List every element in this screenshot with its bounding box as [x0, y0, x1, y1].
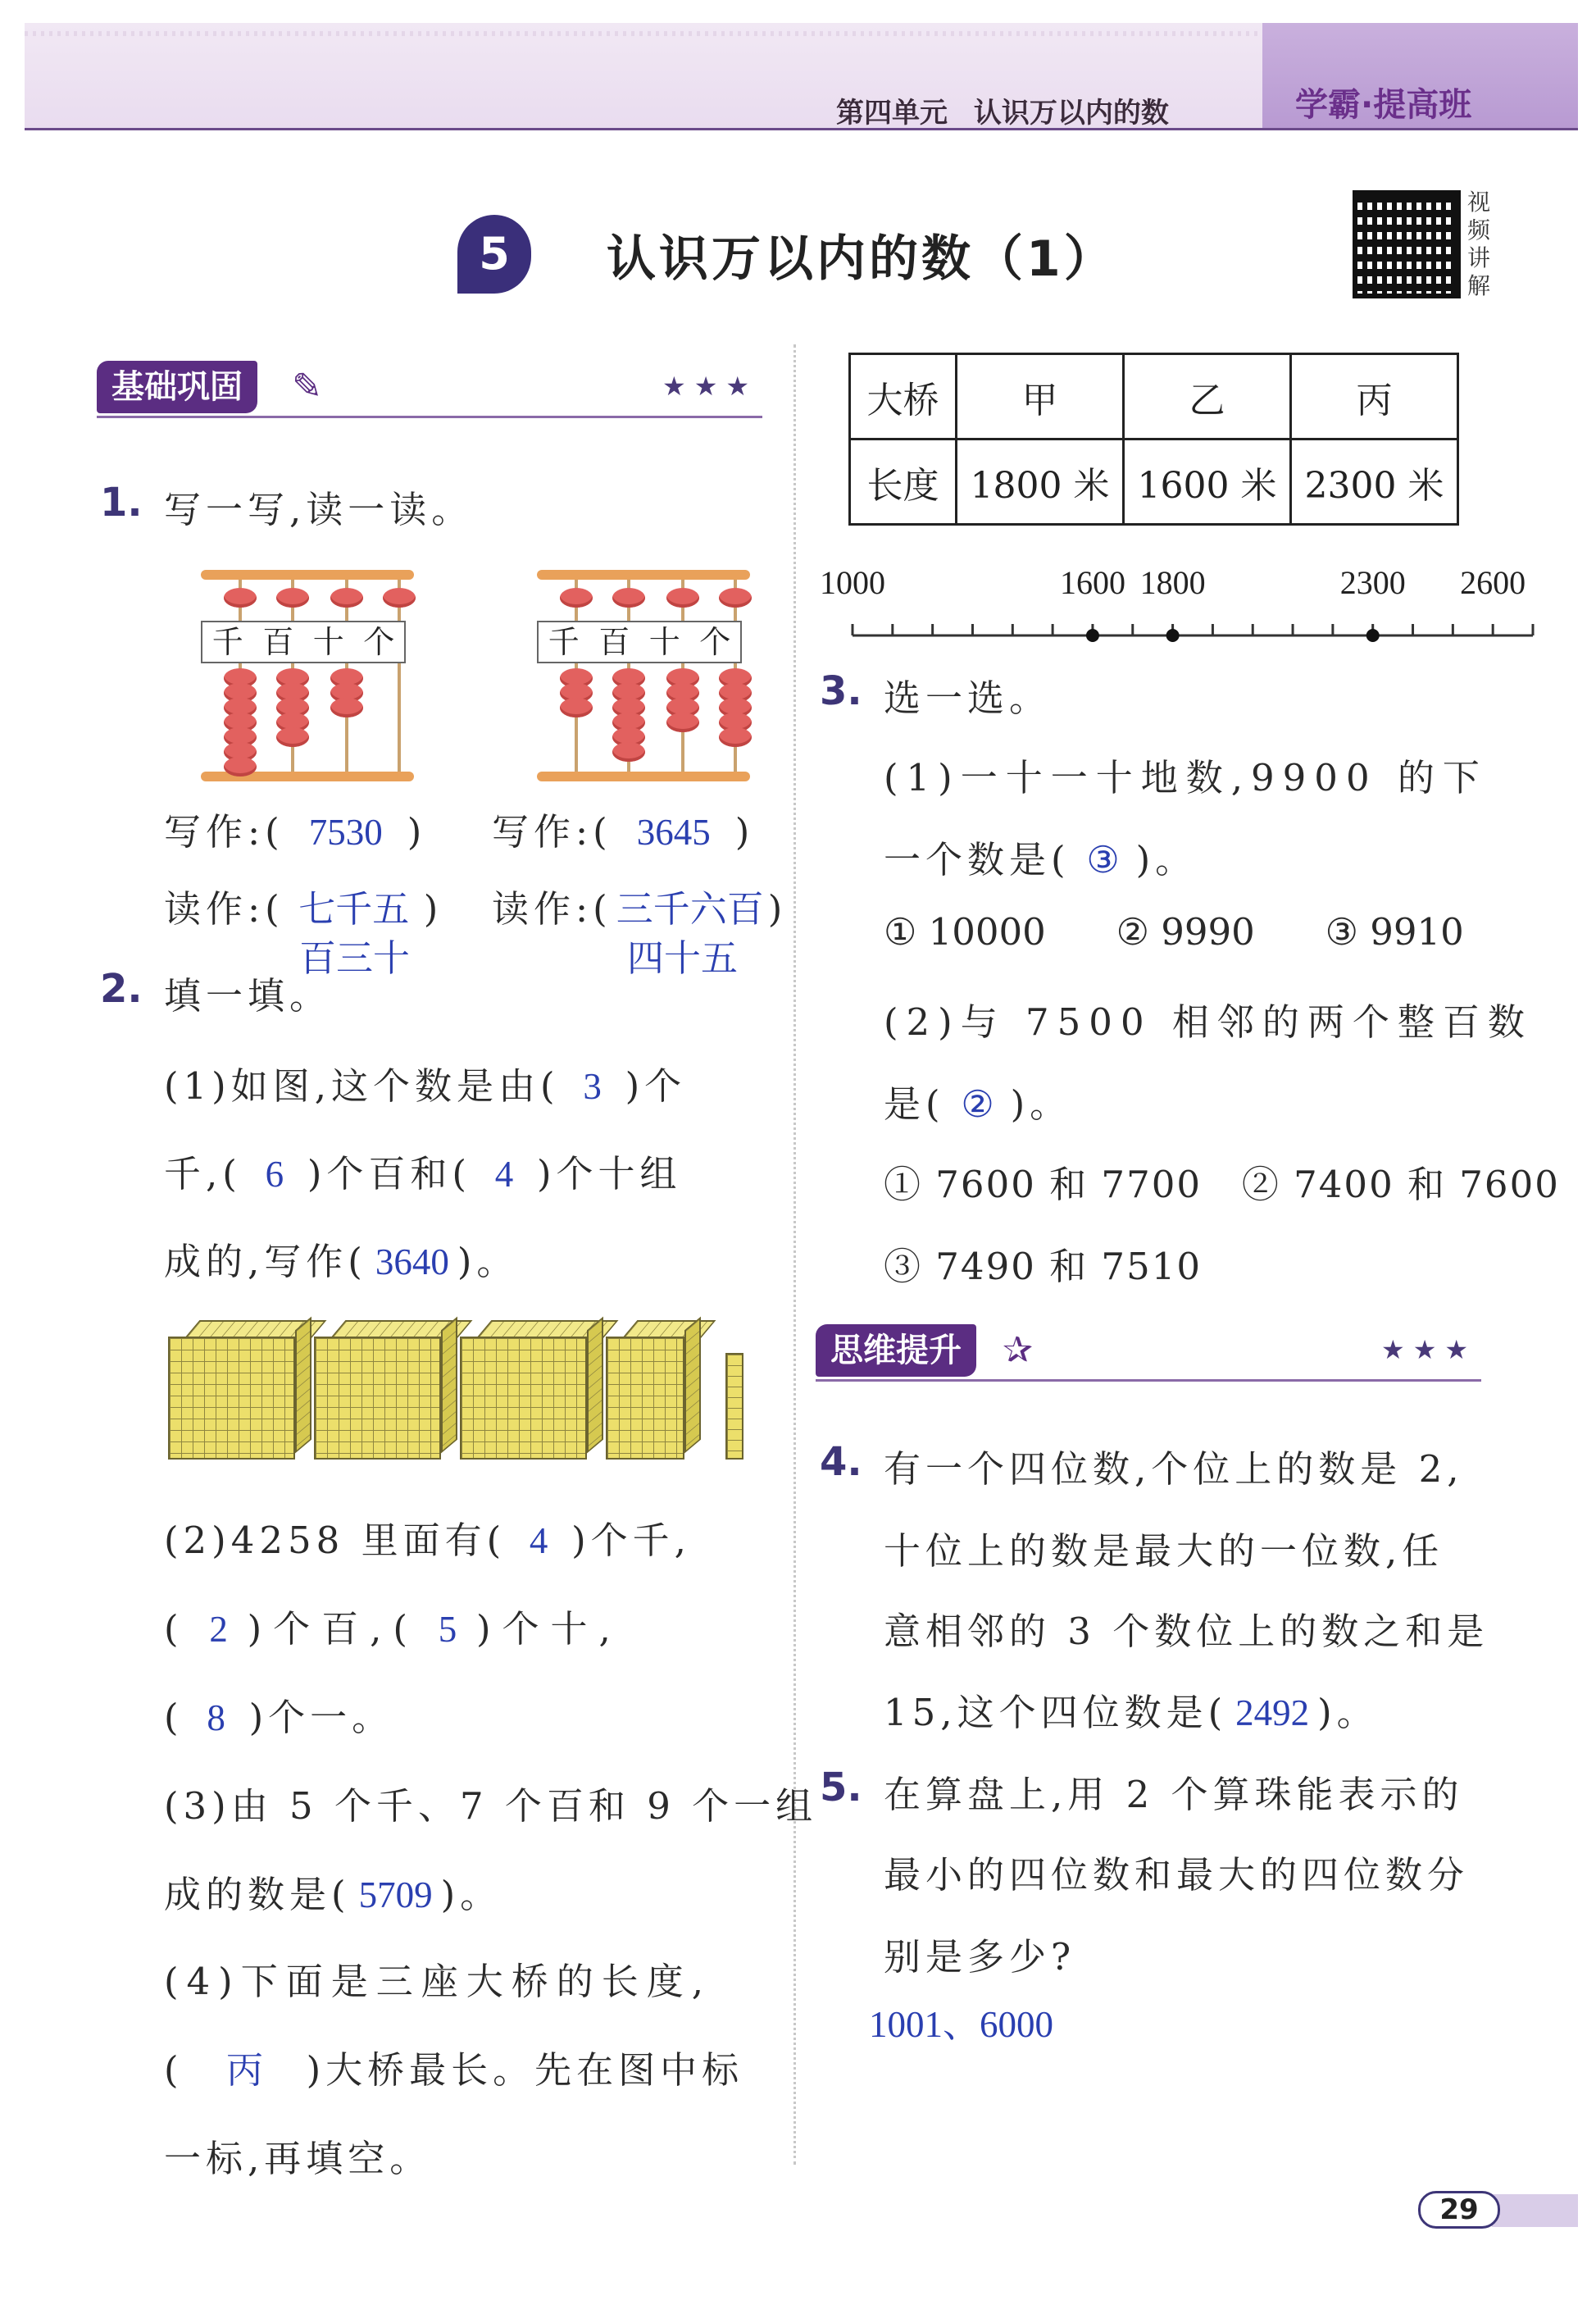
answer-value: 2: [209, 1609, 228, 1650]
text: 成的,写作(: [164, 1240, 367, 1283]
close-paren: ): [423, 887, 443, 931]
abacus-lower-bead: [666, 713, 699, 732]
read-label: 读作:(: [492, 887, 612, 931]
q4-line2: 十位上的数是最大的一位数,任: [884, 1529, 1444, 1573]
place-label: 个: [699, 624, 731, 660]
q2-p3-line1: (3)由 5 个千、7 个百和 9 个一组: [164, 1784, 818, 1828]
answer-value: 5: [438, 1609, 457, 1650]
q5-line3: 别是多少?: [884, 1935, 1076, 1979]
place-label: 十: [312, 624, 344, 660]
q2-p4-line2: [164, 2040, 743, 2093]
place-label: 千: [548, 624, 580, 660]
text: 成的数是(: [164, 1873, 351, 1916]
answer-value: 5709: [358, 1874, 433, 1915]
abacus-rod: [398, 578, 401, 775]
answer-value: 2492: [1235, 1692, 1310, 1733]
abacus-lower-bead: [612, 742, 645, 762]
place-value-blocks: [168, 1320, 758, 1464]
number-line-point: [1366, 629, 1380, 642]
sparkle-icon: ✰: [1003, 1329, 1033, 1371]
abacus-frame-bottom: [537, 772, 750, 781]
text: )个千,: [571, 1519, 691, 1562]
number-line-label: 2600: [1460, 564, 1526, 601]
read-label: 读作:(: [164, 887, 284, 931]
text: )。: [1135, 838, 1198, 881]
answer-value: 4: [529, 1520, 548, 1561]
place-label: 千: [211, 624, 243, 660]
answer-value-continued: 四十五: [627, 938, 739, 979]
text: )个一。: [248, 1696, 394, 1739]
thousand-cube: [460, 1337, 587, 1460]
text: )个: [625, 1064, 687, 1108]
question-number: 4.: [820, 1439, 862, 1485]
q3-p2-options: ③ 7490 和 7510: [884, 1245, 1202, 1288]
number-line-label: 2300: [1339, 564, 1406, 601]
q5-line1: 在算盘上,用 2 个算珠能表示的: [884, 1773, 1464, 1816]
text: 一个数是(: [884, 838, 1071, 881]
q3-p2-options: ① 7600 和 7700 ② 7400 和 7600: [884, 1163, 1560, 1206]
abacus-upper-bead: [612, 588, 645, 608]
text: (2)4258 里面有(: [164, 1519, 507, 1562]
q1-right-write: [492, 802, 754, 855]
q2-p2-line2: [164, 1599, 622, 1652]
abacus-left: [201, 570, 414, 783]
lesson-number-badge: 5: [457, 215, 531, 294]
table-header-cell: 丙: [1291, 354, 1458, 439]
number-line-label: 1800: [1139, 564, 1206, 601]
text: )大桥最长。先在图中标: [306, 2048, 744, 2092]
q4-line4: [884, 1683, 1379, 1736]
thousand-cube-side: [295, 1317, 311, 1454]
q2-p3-line2: [164, 1865, 502, 1918]
q2-p4-line1: (4)下面是三座大桥的长度,: [164, 1960, 712, 2003]
answer-value: 丙: [226, 2050, 264, 2091]
q4-line1: 有一个四位数,个位上的数是 2,: [884, 1447, 1464, 1491]
unit-title: 第四单元 认识万以内的数: [836, 97, 1169, 130]
table-cell: 1800 米: [957, 439, 1124, 525]
close-paren: ): [767, 887, 788, 931]
q3-p1-line2: [884, 830, 1197, 883]
table-row: [850, 439, 1458, 525]
table-row: [850, 354, 1458, 439]
page-number-band: [1492, 2194, 1578, 2227]
answer-value: 6: [265, 1154, 284, 1195]
q2-p2-line1: [164, 1510, 691, 1564]
section-advanced: [816, 1324, 1481, 1377]
abacus-lower-bead: [719, 727, 752, 747]
text: )个十,: [475, 1607, 622, 1651]
answer-value: 8: [207, 1697, 225, 1738]
column-divider: [793, 344, 796, 2165]
question-text: 填一填。: [164, 974, 332, 1018]
section-basic-underline: [97, 416, 762, 418]
q2-p1-line2: [164, 1144, 682, 1197]
text: (: [164, 1607, 190, 1651]
text: )。: [1010, 1082, 1072, 1126]
hundreds-flats-top: [622, 1320, 716, 1338]
text: (: [164, 2048, 184, 2092]
write-label: 写作:(: [492, 810, 612, 854]
qr-label: 视频讲解: [1467, 189, 1491, 299]
header-divider: [25, 128, 1578, 130]
number-line-label: 1000: [820, 564, 885, 601]
answer-value: 3640: [375, 1241, 449, 1282]
text: )。: [440, 1873, 502, 1916]
answer-value: 7530: [308, 812, 383, 853]
number-line-point: [1086, 629, 1099, 642]
abacus-upper-bead: [383, 588, 416, 608]
abacus-lower-bead: [276, 727, 309, 747]
number-line-point: [1166, 629, 1180, 642]
thousand-cube-side: [587, 1317, 603, 1454]
abacus-upper-bead: [560, 588, 593, 608]
answer-value: ②: [961, 1084, 994, 1125]
thousand-cube: [314, 1337, 441, 1460]
thousand-cube-side: [441, 1317, 457, 1454]
place-label: 百: [598, 624, 630, 660]
abacus-right: [537, 570, 750, 783]
text: (1)如图,这个数是由(: [164, 1064, 560, 1108]
pencil-icon: ✎: [292, 366, 322, 408]
text: )。: [457, 1240, 519, 1283]
difficulty-stars: ★★★: [662, 371, 758, 402]
abacus-upper-bead: [330, 588, 363, 608]
q2-p4-line3: 一标,再填空。: [164, 2137, 432, 2180]
number-line-label: 1600: [1059, 564, 1125, 601]
q3-p2-line2: [884, 1074, 1071, 1127]
question-number: 1.: [100, 480, 143, 526]
q3-p2-line1: (2)与 7500 相邻的两个整百数: [884, 1000, 1533, 1044]
close-paren: ): [407, 810, 427, 854]
table-cell: 长度: [850, 439, 957, 525]
text: )个十组: [537, 1152, 682, 1195]
q3-p1-options: ① 10000 ② 9990 ③ 9910: [884, 910, 1464, 954]
question-number: 3.: [820, 668, 862, 714]
q1-left-read: [164, 879, 443, 932]
text: )。: [1317, 1691, 1379, 1734]
q5-line2: 最小的四位数和最大的四位数分: [884, 1853, 1470, 1897]
brand-logo: 学霸·提高班: [1295, 86, 1472, 124]
table-header-cell: 大桥: [850, 354, 957, 439]
section-basic: [97, 361, 762, 413]
abacus-upper-bead: [224, 588, 257, 608]
q5-answer: 1001、6000: [869, 2004, 1054, 2045]
question-number: 2.: [100, 966, 143, 1012]
close-paren: ): [734, 810, 755, 854]
q2-p2-line3: [164, 1687, 393, 1741]
q3-p1-line1: (1)一十一十地数,9900 的下: [884, 756, 1488, 799]
table-header-cell: 甲: [957, 354, 1124, 439]
section-advanced-underline: [816, 1379, 1481, 1382]
difficulty-stars: ★★★: [1381, 1334, 1477, 1365]
q2-p1-line1: [164, 1056, 686, 1109]
answer-value: 3645: [636, 812, 711, 853]
abacus-upper-bead: [276, 588, 309, 608]
text: 是(: [884, 1082, 945, 1126]
thousand-cube: [168, 1337, 295, 1460]
text: )个百和(: [307, 1152, 471, 1195]
bridge-length-table: [848, 353, 1459, 526]
place-label: 十: [648, 624, 680, 660]
place-label: 百: [262, 624, 294, 660]
write-label: 写作:(: [164, 810, 284, 854]
abacus-lower-bead: [560, 698, 593, 717]
abacus-lower-bead: [330, 698, 363, 717]
text: 千,(: [164, 1152, 242, 1195]
section-advanced-label: 思维提升: [816, 1324, 976, 1377]
q1-left-write: [164, 802, 426, 855]
place-label: 个: [363, 624, 395, 660]
table-header-cell: 乙: [1124, 354, 1291, 439]
answer-value: 4: [494, 1154, 514, 1195]
text: 15,这个四位数是(: [884, 1691, 1228, 1734]
lesson-title: 认识万以内的数（1）: [607, 230, 1116, 288]
text: (: [164, 1696, 184, 1739]
answer-value: 3: [583, 1066, 602, 1107]
page-number: 29: [1418, 2191, 1500, 2229]
abacus-frame-top: [201, 570, 414, 580]
abacus-place-labels: [201, 621, 406, 663]
section-basic-label: 基础巩固: [97, 361, 257, 413]
answer-value: ③: [1086, 840, 1120, 881]
hundreds-flats-side: [684, 1317, 701, 1454]
abacus-place-labels: [537, 621, 742, 663]
answer-value: 三千六百: [616, 889, 764, 930]
abacus-upper-bead: [719, 588, 752, 608]
abacus-frame-top: [537, 570, 750, 580]
table-cell: 2300 米: [1291, 439, 1458, 525]
question-text: 选一选。: [884, 676, 1052, 720]
text: )个百,(: [247, 1607, 419, 1651]
question-number: 5.: [820, 1765, 862, 1810]
tens-rod: [725, 1353, 743, 1460]
q4-line3: 意相邻的 3 个数位上的数之和是: [884, 1610, 1489, 1653]
qr-code-icon[interactable]: [1353, 190, 1461, 298]
hundreds-flats: [606, 1337, 684, 1460]
answer-value: 七千五: [298, 889, 410, 930]
abacus-lower-bead: [224, 757, 257, 776]
q2-p1-line3: [164, 1232, 518, 1285]
q1-right-read: [492, 879, 787, 932]
question-text: 写一写,读一读。: [164, 488, 474, 531]
table-cell: 1600 米: [1124, 439, 1291, 525]
answer-value-continued: 百三十: [299, 938, 411, 979]
number-line: [820, 558, 1541, 648]
abacus-upper-bead: [666, 588, 699, 608]
